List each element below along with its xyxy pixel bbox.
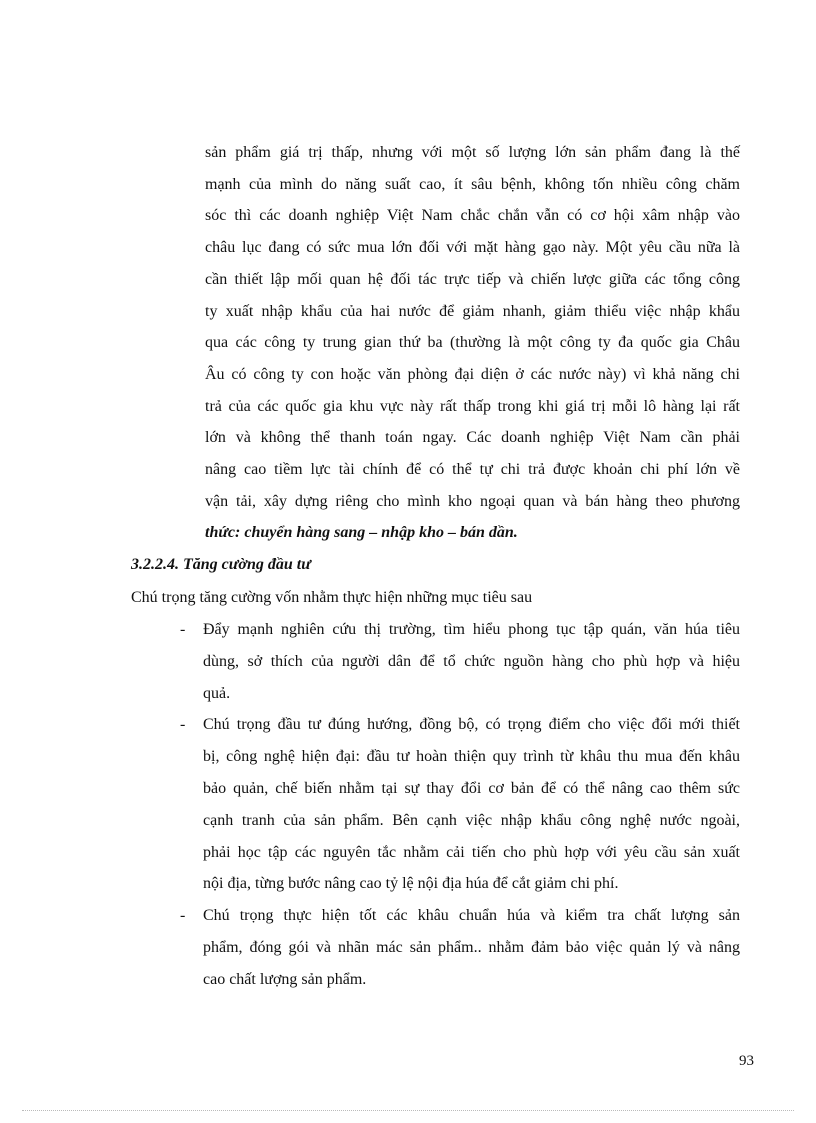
bullet-line: bảo quản, chế biến nhằm tại sự thay đổi cơ bản để có thể nâng cao thêm sức: [203, 780, 740, 797]
paragraph-line: cần thiết lập mối quan hệ đối tác trực tiếp và chiến lược giữa các tổng công: [205, 270, 740, 288]
intro-text: Chú trọng tăng cường vốn nhằm thực hiện những mục tiêu sau: [131, 589, 533, 606]
bullet-line: dùng, sở thích của người dân để tổ chức nguồn hàng cho phù hợp và hiệu: [203, 652, 740, 670]
paragraph-line: lớn và không thể thanh toán ngay. Các doanh nghiệp Việt Nam cần phải: [205, 429, 740, 447]
page-number: 93: [739, 1053, 754, 1069]
paragraph-line: nâng cao tiềm lực tài chính để có thể tự chi trả được khoản chi phí lớn về: [205, 461, 740, 478]
bullet-line: cạnh tranh của sản phẩm. Bên cạnh việc nhập khẩu công nghệ nước ngoài,: [203, 811, 740, 829]
paragraph-line: Âu có công ty con hoặc văn phòng đại diện ở các nước này) vì khả năng chi: [205, 365, 740, 383]
paragraph-emphasis-line: thức: chuyển hàng sang – nhập kho – bán dần.: [205, 524, 518, 541]
bullet-line: quả.: [203, 684, 231, 702]
bullet-line: cao chất lượng sản phẩm.: [203, 970, 367, 988]
paragraph-line: châu lục đang có sức mua lớn đối với mặt hàng gạo này. Một yêu cầu nữa là: [205, 239, 740, 257]
bullet-dash: -: [180, 621, 186, 638]
page-bottom-rule: [22, 1110, 794, 1111]
paragraph-line: mạnh của mình do năng suất cao, ít sâu bệnh, không tốn nhiều công chăm: [205, 175, 740, 193]
bullet-line: Chú trọng thực hiện tốt các khâu chuẩn húa và kiểm tra chất lượng sản: [203, 907, 740, 925]
bullet-dash: -: [180, 716, 186, 734]
paragraph-line: ty xuất nhập khẩu của hai nước để giảm nhanh, giảm thiểu việc nhập khẩu: [205, 302, 740, 320]
paragraph-line: qua các công ty trung gian thứ ba (thường là một công ty đa quốc gia Châu: [205, 334, 740, 352]
bullet-line: Chú trọng đầu tư đúng hướng, đồng bộ, có trọng điểm cho việc đổi mới thiết: [203, 716, 740, 734]
paragraph-line: sóc thì các doanh nghiệp Việt Nam chắc chắn vẫn có cơ hội xâm nhập vào: [205, 207, 740, 225]
bullet-line: Đẩy mạnh nghiên cứu thị trường, tìm hiểu phong tục tập quán, văn húa tiêu: [203, 621, 740, 638]
bullet-line: nội địa, từng bước nâng cao tỷ lệ nội địa húa để cắt giảm chi phí.: [203, 875, 619, 893]
paragraph-line: sản phẩm giá trị thấp, nhưng với một số lượng lớn sản phẩm đang là thế: [205, 144, 740, 161]
paragraph-line: trả của các quốc gia khu vực này rất thấp trong khi giá trị mỗi lô hàng lại rất: [205, 397, 740, 415]
bullet-line: phẩm, đóng gói và nhãn mác sản phẩm.. nhằm đảm bảo việc quản lý và nâng: [203, 939, 740, 956]
paragraph-line: vận tải, xây dựng riêng cho mình kho ngoại quan và bán hàng theo phương: [205, 492, 740, 510]
bullet-line: phải học tập các nguyên tắc nhằm cải tiến cho phù hợp với yêu cầu sản xuất: [203, 843, 740, 861]
bullet-dash: -: [180, 907, 186, 925]
section-heading: 3.2.2.4. Tăng cường đầu tư: [131, 556, 311, 573]
bullet-line: bị, công nghệ hiện đại: đầu tư hoàn thiện quy trình từ khâu thu mua đến khâu: [203, 748, 740, 766]
